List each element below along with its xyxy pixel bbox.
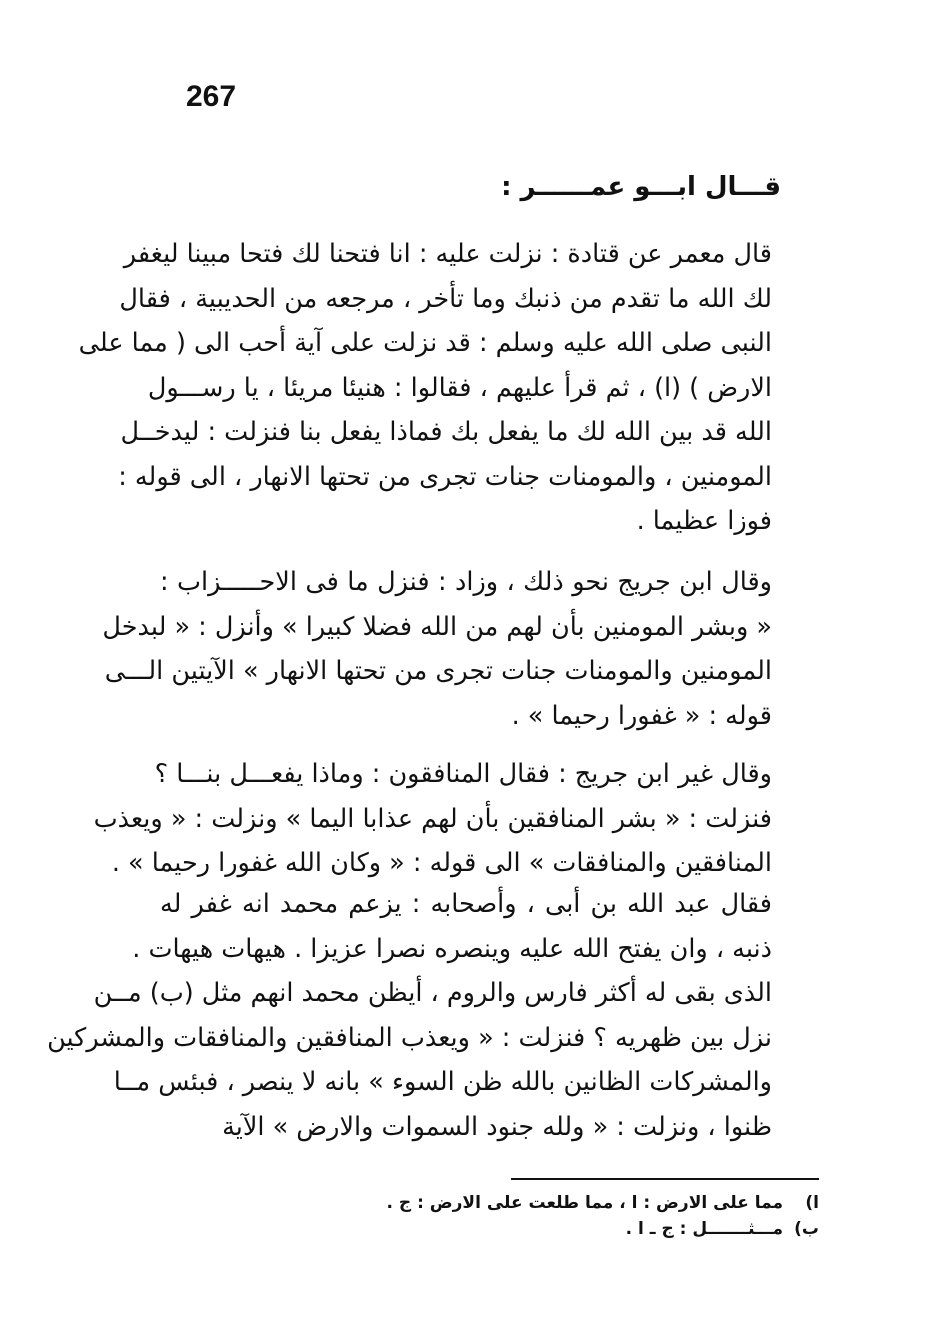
text-line: الذى بقى له أكثر فارس والروم ، أيظن محمد انهم مثل (ب) مــن: [93, 978, 772, 1008]
text-line: « وبشر المومنين بأن لهم من الله فضلا كبيرا » وأنزل : « لبدخل: [102, 611, 772, 642]
text-line: فوزا عظيما .: [636, 506, 772, 536]
text-line: نزل بين ظهريه ؟ فنزلت : « ويعذب المنافقين والمنافقات والمشركين: [47, 1022, 772, 1053]
text-line: ذنبه ، وان يفتح الله عليه وينصره نصرا عزيزا . هيهات هيهات .: [132, 933, 772, 964]
footnote-text: مـــثـــــــل : ج ـ ا .: [625, 1219, 784, 1239]
paragraph-1: [78, 232, 772, 544]
text-line: المومنين والمومنات جنات تجرى من تحتها الانهار » الآيتين الـــى: [104, 656, 772, 686]
paragraph-2: [102, 560, 772, 738]
text-line: النبى صلى الله عليه وسلم : قد نزلت على آية أحب الى ( مما على: [78, 328, 772, 358]
footnote-mark: ا): [805, 1193, 819, 1213]
footnote-item: [387, 1216, 819, 1242]
text-line: وقال غير ابن جريج : فقال المنافقون : وماذا يفعـــل بنـــا ؟: [154, 759, 772, 789]
footnote-divider: [511, 1178, 819, 1180]
footnote-mark: ب): [794, 1219, 819, 1239]
text-line: والمشركات الظانين بالله ظن السوء » بانه لا ينصر ، فبئس مــا: [113, 1067, 772, 1097]
section-heading: قـــال ابـــو عمــــــر :: [501, 172, 781, 202]
text-line: فنزلت : « بشر المنافقين بأن لهم عذابا اليما » ونزلت : « ويعذب: [93, 803, 772, 834]
text-line: فقال عبد الله بن أبى ، وأصحابه : يزعم محمد انه غفر له: [160, 889, 772, 919]
text-line: قوله : « غفورا رحيما » .: [511, 700, 772, 731]
text-line: المومنين ، والمومنات جنات تجرى من تحتها الانهار ، الى قوله :: [118, 461, 772, 492]
text-line: قال معمر عن قتادة : نزلت عليه : انا فتحنا لك فتحا مبينا ليغفر: [123, 239, 772, 269]
footnote-text: مما على الارض : ا ، مما طلعت على الارض : ج .: [386, 1193, 784, 1213]
text-line: المنافقين والمنافقات » الى قوله : « وكان الله غفورا رحيما » .: [111, 848, 772, 878]
text-line: لك الله ما تقدم من ذنبك وما تأخر ، مرجعه من الحديبية ، فقال: [119, 283, 772, 314]
text-line: وقال ابن جريج نحو ذلك ، وزاد : فنزل ما فى الاحـــــزاب :: [160, 567, 772, 597]
page-number: 267: [186, 80, 237, 113]
paragraph-4: [47, 882, 772, 1149]
footnotes: [387, 1190, 819, 1242]
footnote-item: [387, 1190, 819, 1216]
text-line: الارض ) (ا) ، ثم قرأ عليهم ، فقالوا : هنيئا مريئا ، يا رســـول: [147, 372, 772, 403]
text-line: الله قد بين الله لك ما يفعل بك فماذا يفعل بنا فنزلت : ليدخــل: [120, 417, 772, 447]
text-line: ظنوا ، ونزلت : « ولله جنود السموات والارض » الآية: [222, 1111, 772, 1142]
paragraph-3: [93, 752, 772, 886]
